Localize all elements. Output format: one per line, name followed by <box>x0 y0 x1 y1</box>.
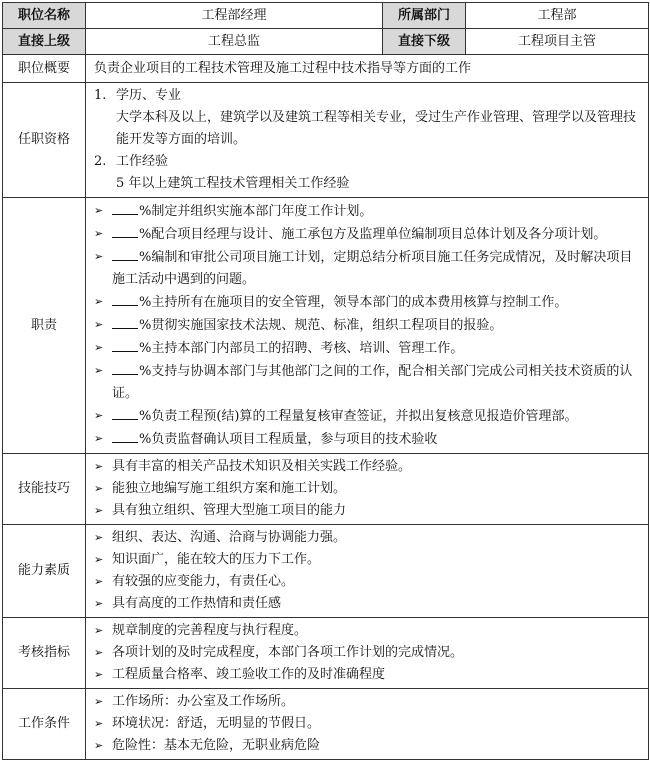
skill-text: 能独立地编写施工组织方案和施工计划。 <box>112 481 347 496</box>
skill-text: 具有独立组织、管理大型施工项目的能力 <box>112 503 347 518</box>
qualification-item-education <box>94 85 640 107</box>
percentage-blank <box>112 314 138 329</box>
arrow-bullet-icon: ➢ <box>94 318 104 331</box>
conditions-row <box>3 689 649 760</box>
kpi-row <box>3 618 649 689</box>
overview-text: 负责企业项目的工程技术管理及施工过程中技术指导等方面的工作 <box>86 55 649 83</box>
conditions-label: 工作条件 <box>3 689 86 760</box>
percentage-blank <box>112 360 138 375</box>
arrow-bullet-icon: ➢ <box>94 204 104 217</box>
abilities-label: 能力素质 <box>3 525 86 618</box>
duty-text: %负责监督确认项目工程质量，参与项目的技术验收 <box>139 432 438 447</box>
percentage-blank <box>112 337 138 352</box>
qualification-education-text: 大学本科及以上，建筑学以及建筑工程等相关专业，受过生产作业管理、管理学以及管理技能开发等方面的培训。 <box>116 110 637 147</box>
percentage-blank <box>112 223 138 238</box>
arrow-bullet-icon: ➢ <box>94 575 104 588</box>
arrow-bullet-icon: ➢ <box>94 668 104 681</box>
skill-item <box>94 456 640 478</box>
item-title: 工作经验 <box>116 154 169 169</box>
percentage-blank <box>112 405 138 420</box>
duty-text: %主持本部门内部员工的招聘、考核、培训、管理工作。 <box>139 341 464 356</box>
job-description-table <box>2 2 649 760</box>
arrow-bullet-icon: ➢ <box>94 250 104 263</box>
duties-content <box>86 198 649 454</box>
arrow-bullet-icon: ➢ <box>94 341 104 354</box>
arrow-bullet-icon: ➢ <box>94 597 104 610</box>
duty-item <box>94 428 640 451</box>
position-name-label: 职位名称 <box>3 3 86 29</box>
arrow-bullet-icon: ➢ <box>94 432 104 445</box>
ability-item <box>94 593 640 615</box>
arrow-bullet-icon: ➢ <box>94 364 104 377</box>
duty-item <box>94 337 640 360</box>
kpi-text: 工程质量合格率、竣工验收工作的及时准确程度 <box>112 667 386 682</box>
overview-row <box>3 55 649 83</box>
kpi-item <box>94 642 640 664</box>
duty-text: %制定并组织实施本部门年度工作计划。 <box>139 204 373 219</box>
abilities-content <box>86 525 649 618</box>
header-row-1 <box>3 3 649 29</box>
arrow-bullet-icon: ➢ <box>94 695 104 708</box>
overview-label: 职位概要 <box>3 55 86 83</box>
position-name-value: 工程部经理 <box>86 3 383 29</box>
arrow-bullet-icon: ➢ <box>94 624 104 637</box>
duty-item <box>94 360 640 405</box>
duty-text: %编制和审批公司项目施工计划，定期总结分析项目施工任务完成情况，及时解决项目施工活动中遇到的问题。 <box>112 250 633 287</box>
ability-item <box>94 527 640 549</box>
percentage-blank <box>112 246 138 261</box>
skills-content <box>86 454 649 525</box>
arrow-bullet-icon: ➢ <box>94 531 104 544</box>
kpi-text: 各项计划的及时完成程度，本部门各项工作计划的完成情况。 <box>112 645 464 660</box>
percentage-blank <box>112 200 138 215</box>
department-label: 所属部门 <box>383 3 466 29</box>
department-value: 工程部 <box>466 3 649 29</box>
arrow-bullet-icon: ➢ <box>94 460 104 473</box>
direct-subordinate-label: 直接下级 <box>383 29 466 55</box>
skills-label: 技能技巧 <box>3 454 86 525</box>
ability-text: 有较强的应变能力，有责任心。 <box>112 574 295 589</box>
arrow-bullet-icon: ➢ <box>94 739 104 752</box>
direct-subordinate-value: 工程项目主管 <box>466 29 649 55</box>
condition-text: 环境状况：舒适，无明显的节假日。 <box>112 716 321 731</box>
arrow-bullet-icon: ➢ <box>94 409 104 422</box>
qualification-item-experience <box>94 151 640 173</box>
arrow-bullet-icon: ➢ <box>94 482 104 495</box>
percentage-blank <box>112 428 138 443</box>
kpi-label: 考核指标 <box>3 618 86 689</box>
skills-row <box>3 454 649 525</box>
condition-text: 危险性：基本无危险，无职业病危险 <box>112 738 321 753</box>
condition-item <box>94 713 640 735</box>
qualification-label: 任职资格 <box>3 83 86 198</box>
arrow-bullet-icon: ➢ <box>94 646 104 659</box>
percentage-blank <box>112 291 138 306</box>
item-number: 1. <box>94 88 107 103</box>
skill-item <box>94 500 640 522</box>
duty-text: %配合项目经理与设计、施工承包方及监理单位编制项目总体计划及各分项计划。 <box>139 227 607 242</box>
arrow-bullet-icon: ➢ <box>94 227 104 240</box>
ability-item <box>94 571 640 593</box>
arrow-bullet-icon: ➢ <box>94 717 104 730</box>
duties-row <box>3 198 649 454</box>
arrow-bullet-icon: ➢ <box>94 504 104 517</box>
direct-superior-value: 工程总监 <box>86 29 383 55</box>
duty-item <box>94 223 640 246</box>
duty-text: %贯彻实施国家技术法规、规范、标准，组织工程项目的报验。 <box>139 318 503 333</box>
condition-item <box>94 735 640 757</box>
duty-text: %主持所有在施项目的安全管理，领导本部门的成本费用核算与控制工作。 <box>139 295 568 310</box>
skill-text: 具有丰富的相关产品技术知识及相关实践工作经验。 <box>112 459 412 474</box>
duty-item <box>94 246 640 291</box>
duties-label: 职责 <box>3 198 86 454</box>
condition-item <box>94 691 640 713</box>
conditions-content <box>86 689 649 760</box>
duty-item <box>94 200 640 223</box>
arrow-bullet-icon: ➢ <box>94 553 104 566</box>
abilities-row <box>3 525 649 618</box>
kpi-text: 规章制度的完善程度与执行程度。 <box>112 623 308 638</box>
qualification-experience-text: 5 年以上建筑工程技术管理相关工作经验 <box>116 176 350 191</box>
kpi-item <box>94 620 640 642</box>
skill-item <box>94 478 640 500</box>
direct-superior-label: 直接上级 <box>3 29 86 55</box>
duty-text: %负责工程预(结)算的工程量复核审查签证，并拟出复核意见报造价管理部。 <box>139 409 578 424</box>
duty-item <box>94 314 640 337</box>
duty-item <box>94 291 640 314</box>
ability-text: 知识面广，能在较大的压力下工作。 <box>112 552 321 567</box>
qualification-row <box>3 83 649 198</box>
duty-text: %支持与协调本部门与其他部门之间的工作，配合相关部门完成公司相关技术资质的认证。 <box>112 364 633 401</box>
qualification-content <box>86 83 649 198</box>
condition-text: 工作场所：办公室及工作场所。 <box>112 694 295 709</box>
item-title: 学历、专业 <box>116 88 182 103</box>
ability-text: 具有高度的工作热情和责任感 <box>112 596 282 611</box>
kpi-item <box>94 664 640 686</box>
item-number: 2. <box>94 154 107 169</box>
ability-item <box>94 549 640 571</box>
arrow-bullet-icon: ➢ <box>94 295 104 308</box>
header-row-2 <box>3 29 649 55</box>
duty-item <box>94 405 640 428</box>
ability-text: 组织、表达、沟通、洽商与协调能力强。 <box>112 530 347 545</box>
kpi-content <box>86 618 649 689</box>
